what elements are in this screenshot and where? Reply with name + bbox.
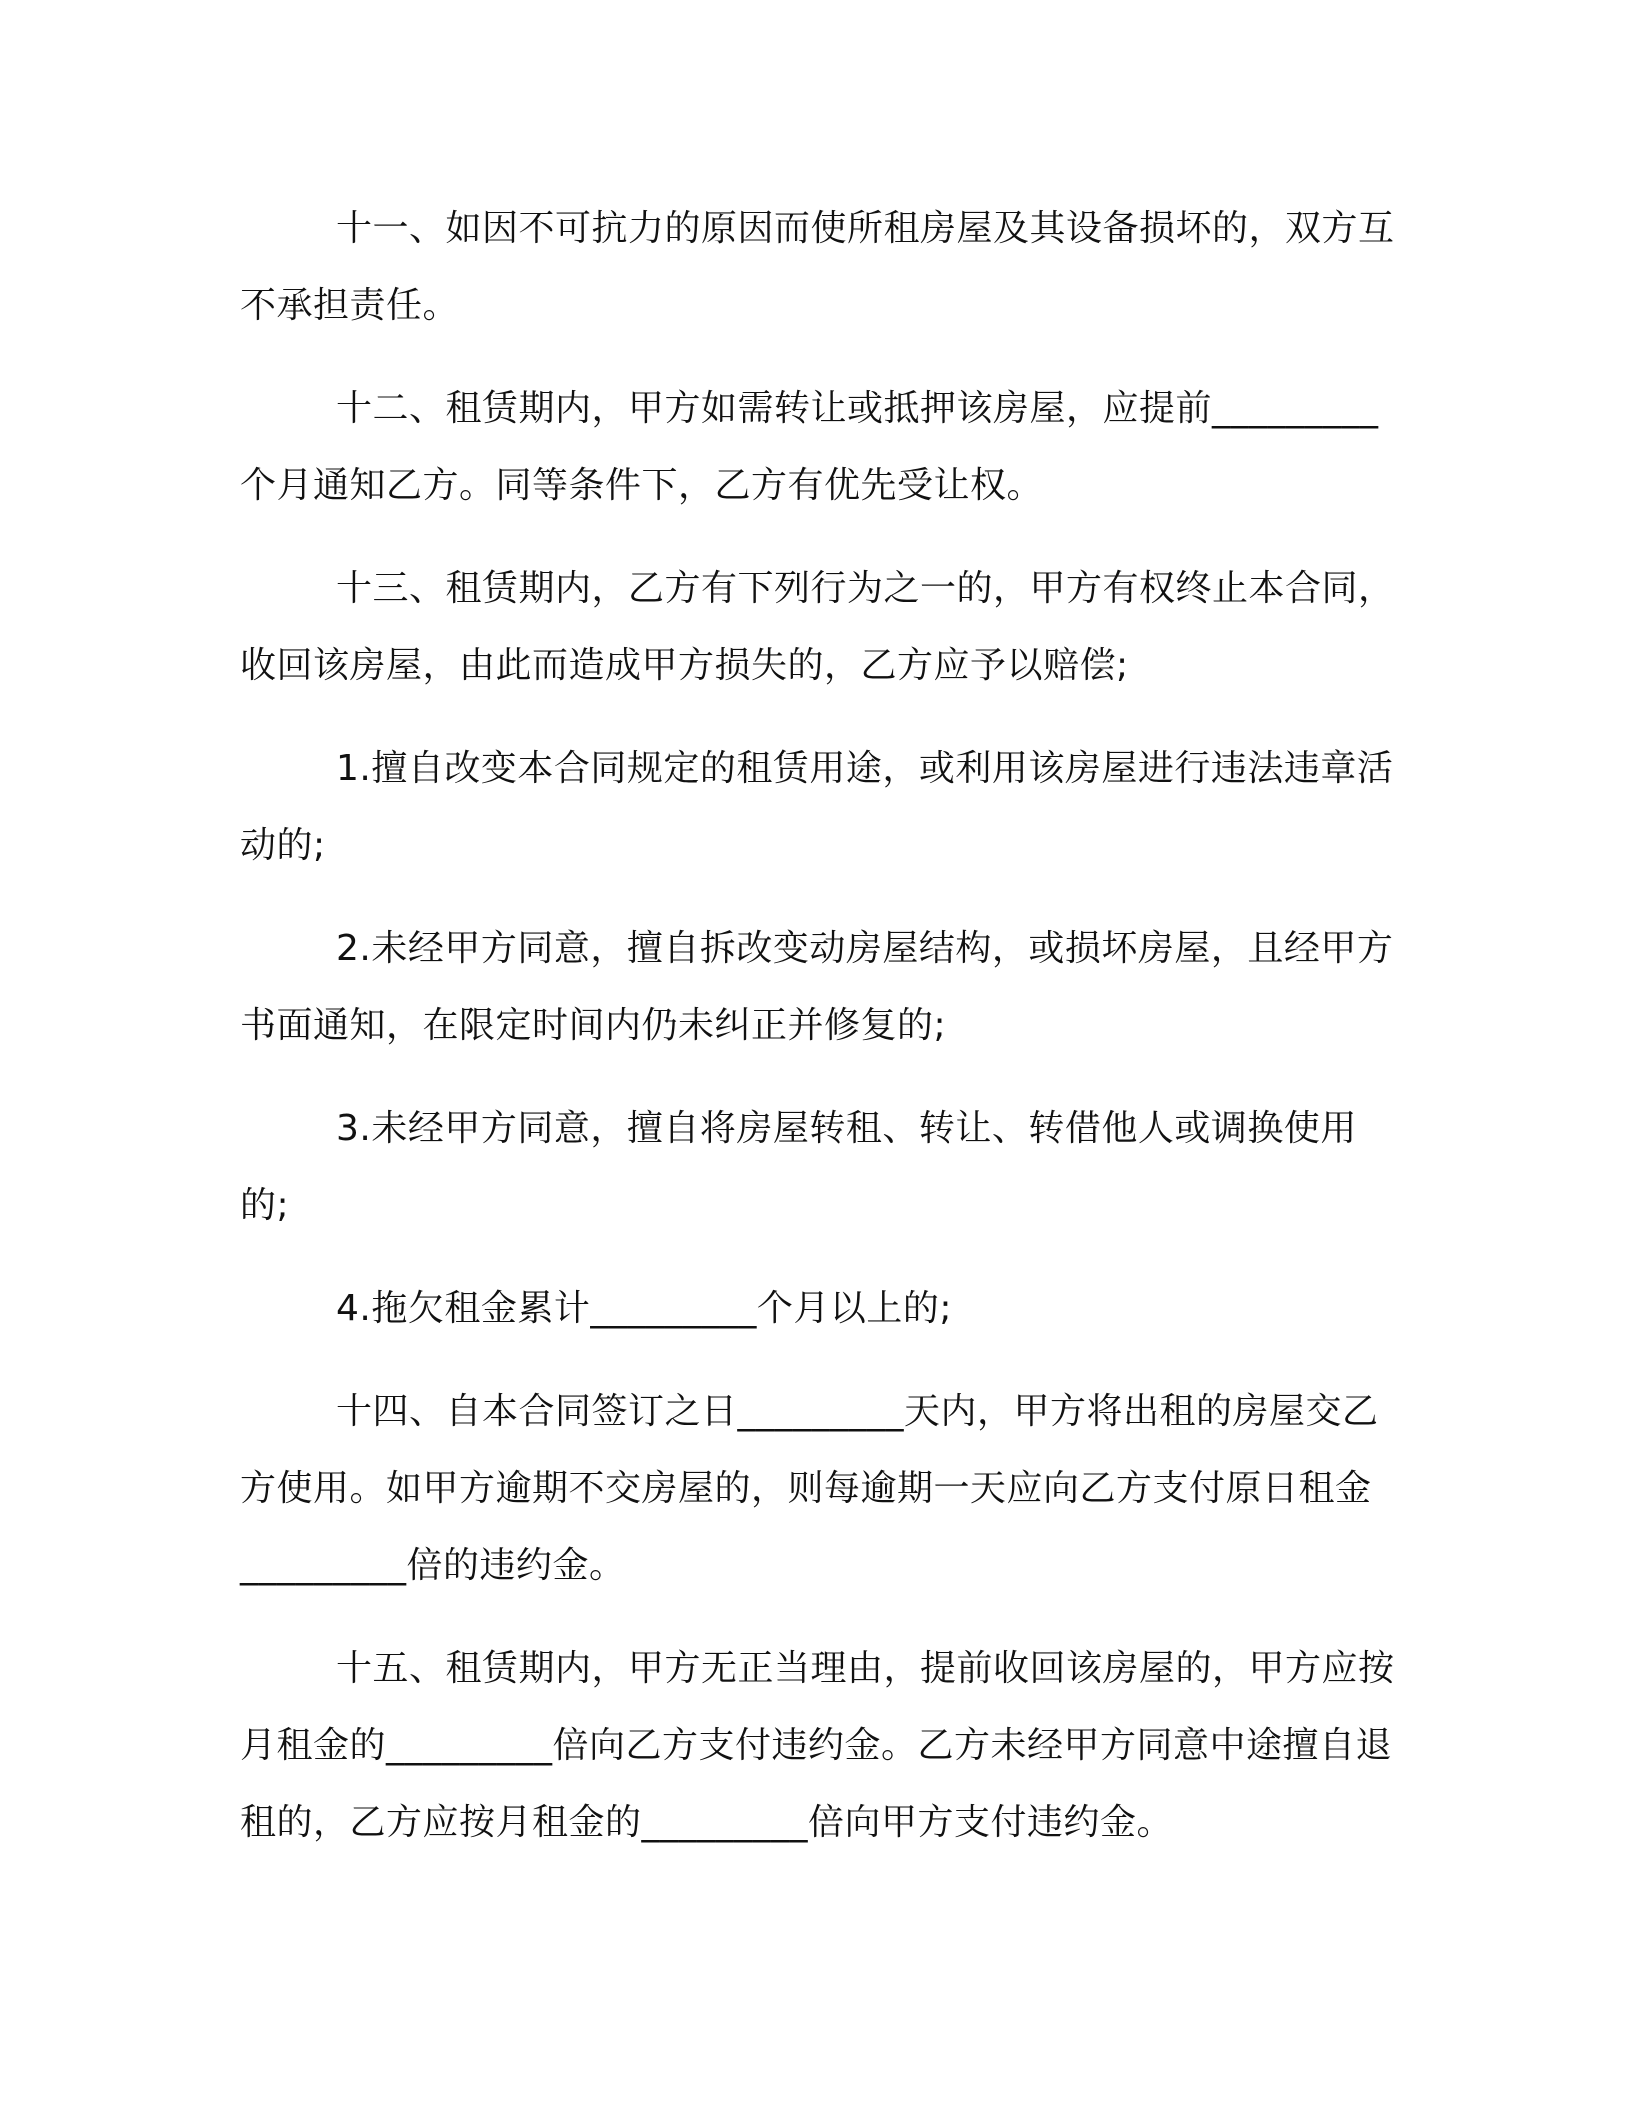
clause-14: 十四、自本合同签订之日_________天内，甲方将出租的房屋交乙方使用。如甲方逾期不交房屋的，则每逾期一天应向乙方支付原日租金_________倍的违约金。 [240, 1391, 1379, 1586]
clause-11: 十一、如因不可抗力的原因而使所租房屋及其设备损坏的，双方互不承担责任。 [240, 208, 1395, 326]
clause-13-item-2: 2.未经甲方同意，擅自拆改变动房屋结构，或损坏房屋，且经甲方书面通知，在限定时间内仍未纠正并修复的; [240, 928, 1394, 1046]
clause-13-item-4: 4.拖欠租金累计_________个月以上的; [336, 1288, 952, 1329]
clause-13-item-1: 1.擅自改变本合同规定的租赁用途，或利用该房屋进行违法违章活动的; [240, 748, 1394, 866]
clause-12: 十二、租赁期内，甲方如需转让或抵押该房屋，应提前_________个月通知乙方。同等条件下，乙方有优先受让权。 [240, 388, 1379, 506]
clause-13-item-3: 3.未经甲方同意，擅自将房屋转租、转让、转借他人或调换使用的; [240, 1108, 1357, 1226]
clause-15: 十五、租赁期内，甲方无正当理由，提前收回该房屋的，甲方应按月租金的_________倍向乙方支付违约金。乙方未经甲方同意中途擅自退租的，乙方应按月租金的_________倍向甲方支付违约金。 [240, 1648, 1395, 1843]
document-page [240, 190, 1400, 1887]
clause-13: 十三、租赁期内，乙方有下列行为之一的，甲方有权终止本合同，收回该房屋，由此而造成甲方损失的，乙方应予以赔偿; [240, 568, 1395, 686]
